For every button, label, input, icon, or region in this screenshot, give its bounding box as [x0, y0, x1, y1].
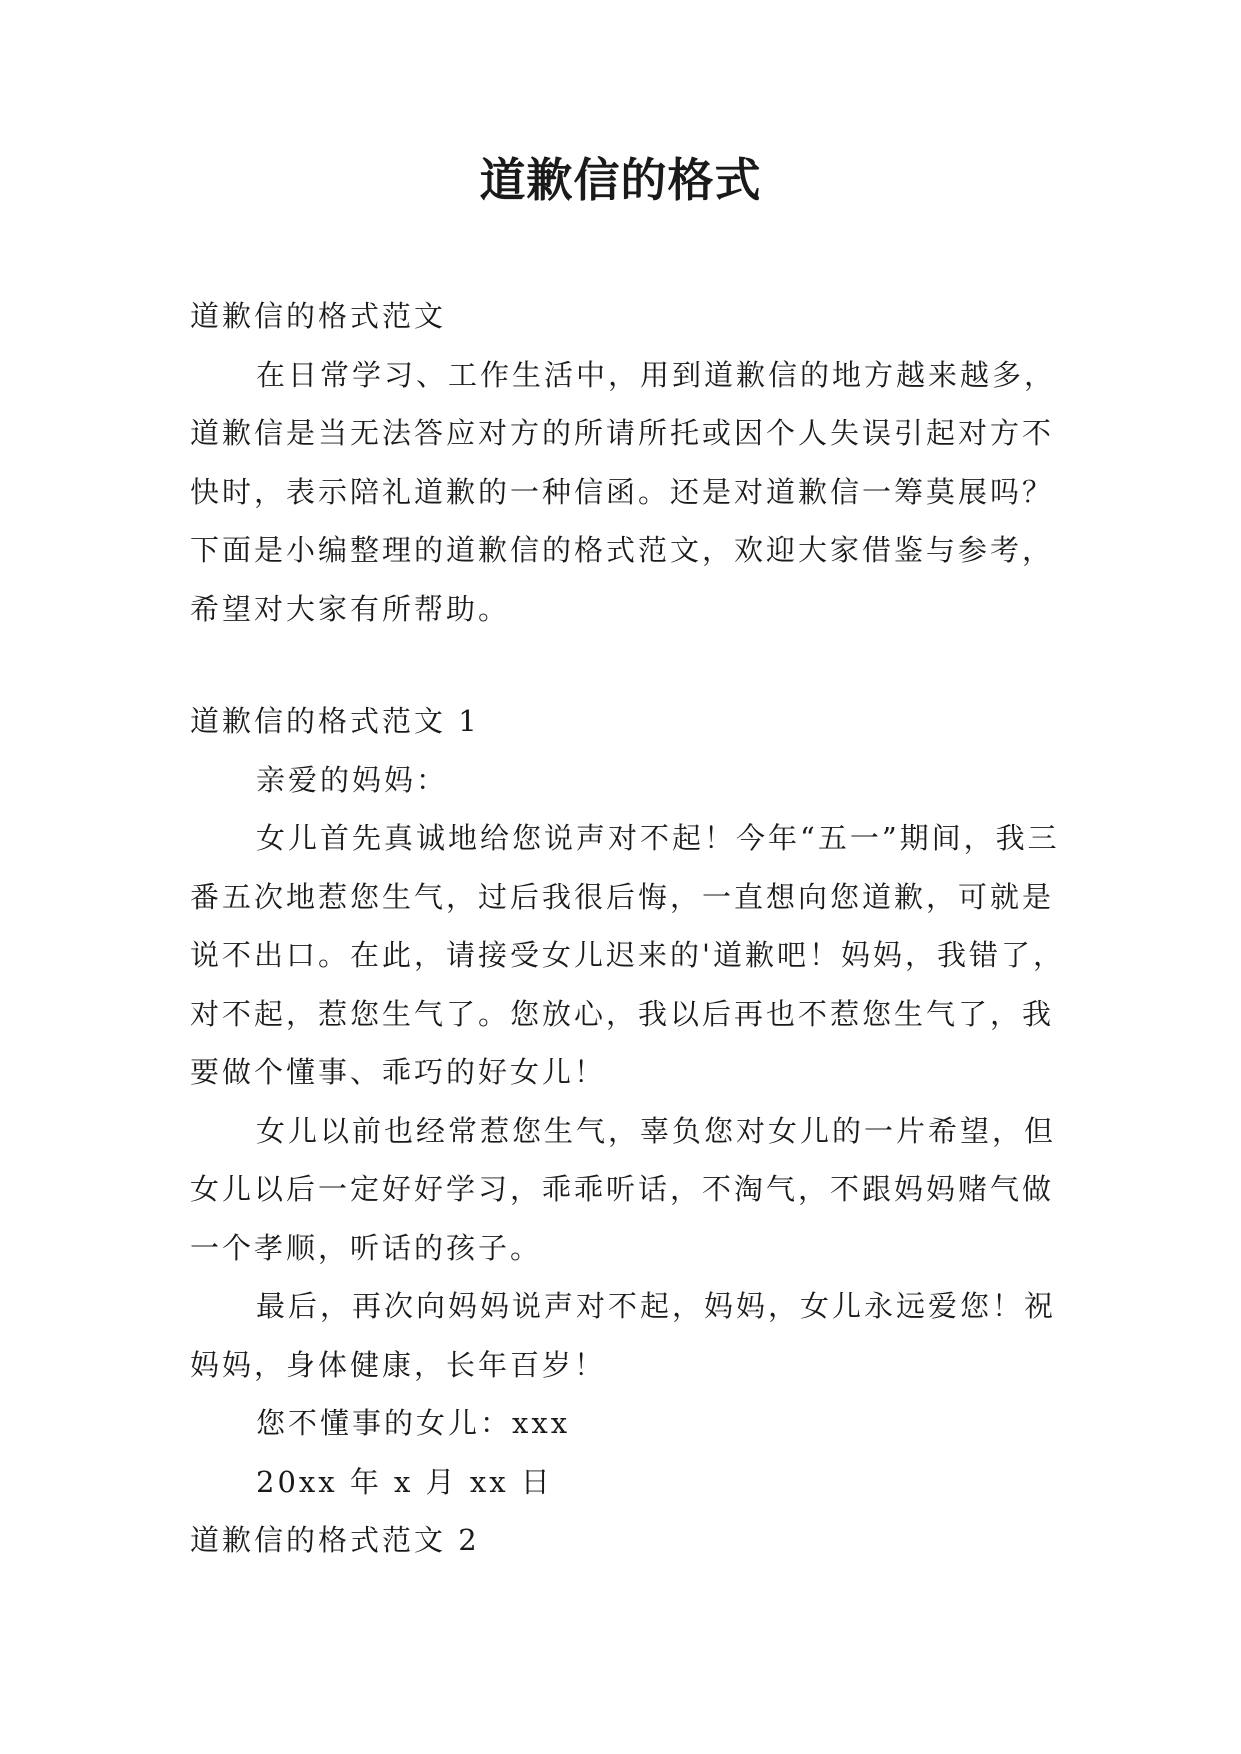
section-gap	[190, 638, 1070, 692]
document-body	[190, 287, 1070, 1570]
sample2-heading: 道歉信的格式范文 2	[190, 1523, 480, 1557]
intro-paragraph: 在日常学习、工作生活中，用到道歉信的地方越来越多，道歉信是当无法答应对方的所请所托或因个人失误引起对方不快时，表示陪礼道歉的一种信函。还是对道歉信一筹莫展吗？下面是小编整理的道歉信的格式范文，欢迎大家借鉴与参考，希望对大家有所帮助。	[190, 357, 1057, 626]
sample1-signature: 您不懂事的女儿：xxx	[256, 1406, 571, 1440]
sample1-paragraph-1: 女儿首先真诚地给您说声对不起！今年“五一”期间，我三番五次地惹您生气，过后我很后悔，一直想向您道歉，可就是说不出口。在此，请接受女儿迟来的'道歉吧！妈妈，我错了，对不起，惹您生气了。您放心，我以后再也不惹您生气了，我要做个懂事、乖巧的好女儿！	[190, 821, 1065, 1089]
sample1-date: 20xx 年 x 月 xx 日	[256, 1464, 553, 1499]
sample1-heading: 道歉信的格式范文 1	[190, 704, 480, 738]
sample1-paragraph-2: 女儿以前也经常惹您生气，辜负您对女儿的一片希望，但女儿以后一定好好学习，乖乖听话，不淘气，不跟妈妈赌气做一个孝顺，听话的孩子。	[190, 1113, 1057, 1265]
document-title: 道歉信的格式	[479, 153, 762, 207]
sample1-paragraph-3: 最后，再次向妈妈说声对不起，妈妈，女儿永远爱您！祝妈妈，身体健康，长年百岁！	[190, 1289, 1057, 1382]
sample1-salutation: 亲爱的妈妈：	[256, 762, 449, 797]
section-intro-heading: 道歉信的格式范文	[190, 299, 447, 333]
